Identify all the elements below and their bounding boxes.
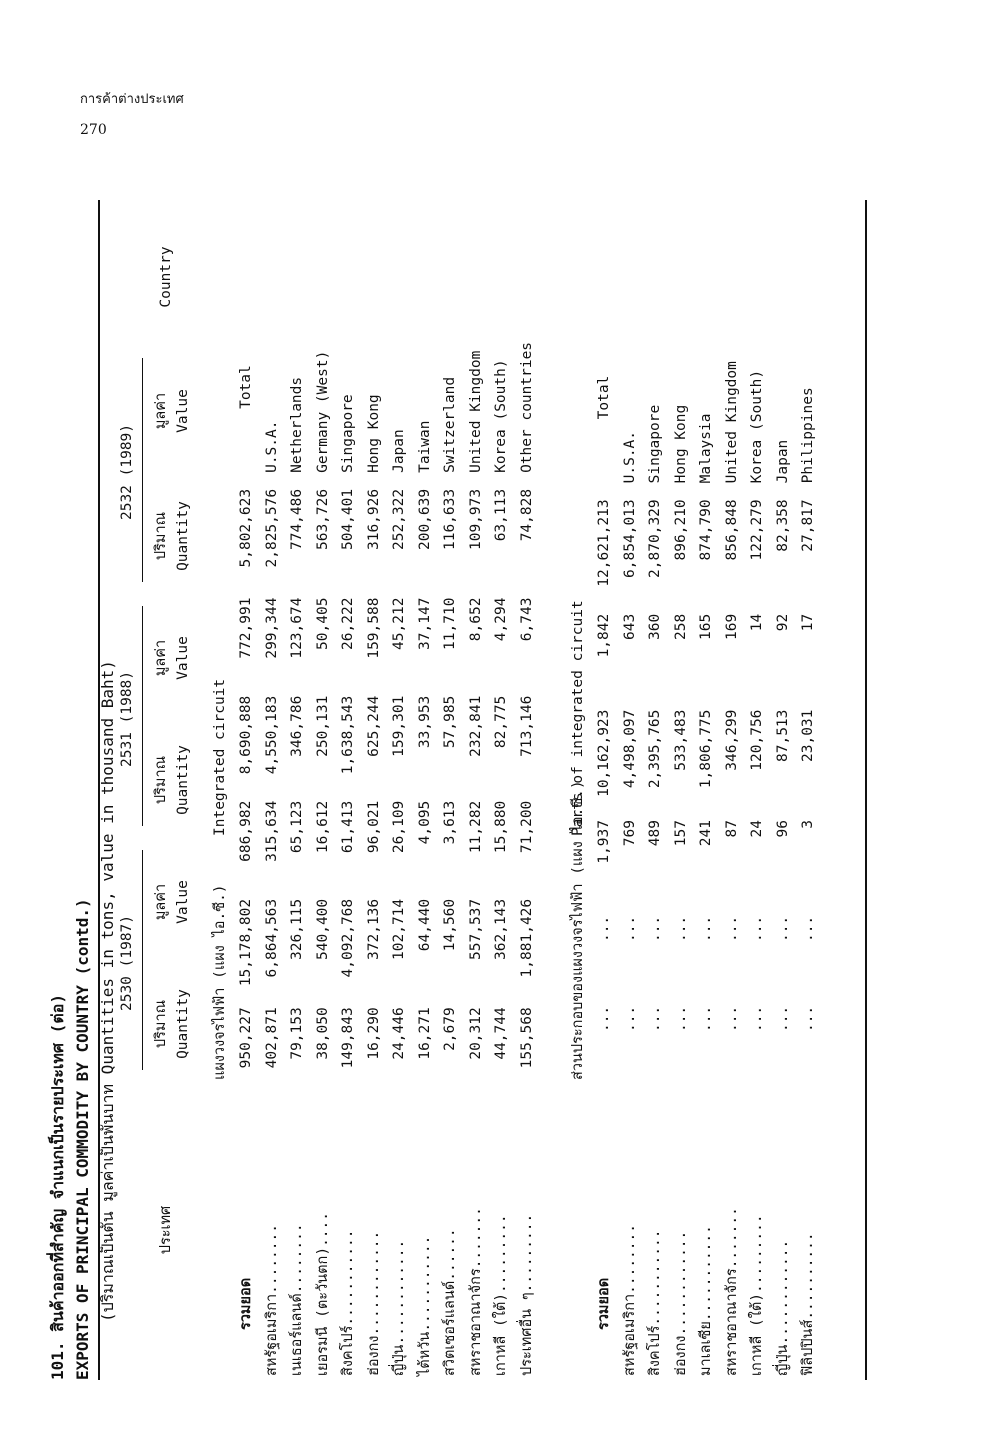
qty-en-label: Quantity (175, 501, 191, 571)
val-header-1988 (150, 602, 194, 714)
data-table-parts (592, 200, 822, 1380)
qty-1988-cell: 1,937 (596, 820, 612, 864)
value-1989-cell: 27,817 (800, 499, 816, 552)
qty-header-1988 (150, 724, 194, 836)
country-en-header: Country (158, 246, 174, 308)
qty-1989-cell: 4,294 (493, 597, 509, 642)
qty-1988-cell: 65,123 (289, 800, 305, 854)
qty-thai-label: ปริมาณ (153, 999, 169, 1049)
country-en-cell: Japan (391, 429, 407, 473)
val-en-label: Value (175, 636, 191, 680)
spacer-cell (745, 999, 771, 1006)
country-en-cell: U.S.A. (621, 430, 638, 484)
spacer-cell (618, 909, 644, 916)
value-1987-cell: ... (647, 915, 663, 943)
qty-1987-cell: 155,568 (518, 1007, 535, 1069)
qty-1989-cell: 169 (723, 613, 740, 640)
table-row (362, 200, 388, 1380)
qty-1989-cell: 6,743 (518, 597, 535, 642)
value-1988-cell: 8,690,888 (238, 695, 254, 775)
spacer-cell (643, 813, 669, 820)
value-1987-cell: ... (621, 915, 638, 943)
qty-1987-cell: ... (723, 1005, 740, 1033)
qty-1989-cell: 165 (698, 613, 714, 640)
page-number: 270 (80, 122, 107, 138)
country-en-cell: Japan (774, 439, 791, 484)
qty-1987-cell: ... (800, 1005, 816, 1033)
spacer-cell (720, 909, 746, 916)
qty-1987-cell: ... (647, 1005, 663, 1033)
country-thai-cell: ประเทศอื่น ๆ......... (518, 1213, 535, 1376)
country-thai-header: ประเทศ (158, 1205, 174, 1255)
country-thai-cell: สิงคโปร์........... (647, 1229, 663, 1376)
country-thai-cell: สวิตเซอร์แลนด์...... (442, 1228, 458, 1376)
spacer-cell (643, 999, 669, 1006)
country-en-cell: United Kingdom (723, 361, 740, 484)
spacer-cell (745, 813, 771, 820)
value-1987-cell: 540,400 (314, 898, 331, 960)
qty-1989-cell: 1,842 (596, 613, 612, 658)
value-1987-cell: 14,560 (442, 898, 458, 952)
table-row (745, 200, 771, 1380)
country-en-cell: Switzerland (442, 376, 458, 473)
section-label-thai: ส่วนประกอบของแผงวงจรไฟฟ้า (แผง ไอ.ซี.) (570, 780, 586, 1080)
val-thai-label: มูลค่า (153, 639, 169, 677)
country-thai-cell: เยอรมนี (ตะวันตก).... (314, 1212, 331, 1376)
qty-1989-cell: 45,212 (391, 597, 407, 650)
country-en-cell: Korea (South) (749, 369, 765, 484)
qty-1987-cell: ... (698, 1005, 714, 1033)
value-1989-cell: 6,854,013 (621, 499, 638, 578)
spacer-cell (796, 703, 822, 710)
qty-1989-cell: 50,405 (314, 597, 331, 650)
value-1989-cell: 5,802,623 (238, 488, 254, 568)
table-row (669, 200, 695, 1380)
qty-1988-cell: 315,634 (263, 800, 280, 862)
qty-1989-cell: 360 (647, 613, 663, 640)
value-1988-cell: 33,953 (416, 695, 433, 749)
value-1988-cell: 533,483 (672, 709, 689, 771)
spacer-cell (745, 703, 771, 710)
spacer-cell (796, 909, 822, 916)
section-header: การค้าต่างประเทศ (80, 92, 184, 107)
spacer-cell (592, 703, 618, 710)
value-1987-cell: ... (596, 915, 612, 943)
qty-1987-cell: 44,744 (493, 1007, 509, 1060)
value-1987-cell: 557,537 (467, 898, 484, 960)
section-label-english: Integrated circuit (212, 678, 228, 836)
val-thai-label: มูลค่า (153, 392, 169, 430)
subrule-1988 (142, 606, 143, 826)
section-label-thai: แผงวงจรไฟฟ้า (แผง ไอ.ซี.) (212, 884, 228, 1080)
qty-thai-label: ปริมาณ (153, 755, 169, 805)
value-1987-cell: 1,881,426 (518, 898, 535, 978)
table-row (234, 200, 260, 1380)
qty-1989-cell: 37,147 (416, 597, 433, 650)
country-thai-cell: รวมยอด (238, 1277, 254, 1330)
qty-1989-cell: 299,344 (263, 597, 280, 659)
country-en-cell: Netherlands (289, 376, 305, 473)
qty-1988-cell: 24 (749, 820, 765, 838)
subrule-1989 (142, 358, 143, 582)
spacer-cell (796, 813, 822, 820)
qty-1989-cell: 11,710 (442, 597, 458, 650)
qty-thai-label: ปริมาณ (153, 511, 169, 561)
country-thai-cell: ญี่ปุ่น............ (391, 1239, 407, 1376)
value-1989-cell: 122,279 (749, 499, 765, 561)
spacer-cell (771, 909, 797, 916)
value-1988-cell: 1,638,543 (340, 695, 356, 775)
country-en-cell: Taiwan (416, 420, 433, 473)
table-row (464, 200, 490, 1380)
spacer-cell (720, 999, 746, 1006)
value-1988-cell: 232,841 (467, 695, 484, 757)
year-1987: 2530 (1987) (119, 914, 135, 1012)
spacer-cell (771, 703, 797, 710)
value-1988-cell: 10,162,923 (596, 709, 612, 797)
qty-1988-cell: 157 (672, 820, 689, 847)
qty-1987-cell: ... (774, 1005, 791, 1033)
value-1988-cell: 346,299 (723, 709, 740, 771)
table-row (311, 200, 337, 1380)
qty-1989-cell: 26,222 (340, 597, 356, 650)
country-thai-cell: สหรัฐอเมริกา........ (621, 1224, 638, 1376)
country-en-cell: Total (596, 375, 612, 420)
country-en-cell: Singapore (647, 404, 663, 484)
value-1988-cell: 159,301 (391, 695, 407, 757)
spacer-cell (592, 909, 618, 916)
value-1987-cell: 4,092,768 (340, 898, 356, 978)
table-row (771, 200, 797, 1380)
spacer-cell (694, 813, 720, 820)
value-1989-cell: 116,633 (442, 488, 458, 551)
spacer-cell (771, 813, 797, 820)
spacer-cell (720, 813, 746, 820)
qty-1987-cell: ... (621, 1005, 638, 1033)
table-row (796, 200, 822, 1380)
country-en-cell: Germany (West) (314, 350, 331, 473)
qty-1988-cell: 16,612 (314, 800, 331, 854)
qty-1988-cell: 4,095 (416, 800, 433, 845)
qty-1987-cell: 402,871 (263, 1007, 280, 1069)
value-1989-cell: 74,828 (518, 488, 535, 542)
qty-1987-cell: 20,312 (467, 1007, 484, 1060)
value-1988-cell: 713,146 (518, 695, 535, 757)
value-1987-cell: 372,136 (365, 898, 382, 960)
spacer-cell (669, 999, 695, 1006)
qty-1988-cell: 71,200 (518, 800, 535, 854)
value-1989-cell: 856,848 (723, 499, 740, 561)
spacer-cell (771, 607, 797, 614)
country-en-cell: Total (238, 365, 254, 409)
value-1987-cell: 15,178,802 (238, 898, 254, 987)
qty-1987-cell: ... (596, 1005, 612, 1033)
table-row (643, 200, 669, 1380)
country-en-cell: Hong Kong (365, 394, 382, 473)
qty-1987-cell: 38,050 (314, 1007, 331, 1060)
country-en-cell: U.S.A. (263, 420, 280, 473)
country-thai-cell: ไต้หวัน........... (416, 1235, 433, 1376)
qty-1989-cell: 772,991 (238, 597, 254, 659)
qty-1989-cell: 8,652 (467, 597, 484, 642)
section-label-english: Parts of integrated circuit (570, 600, 586, 836)
spacer-cell (618, 999, 644, 1006)
spacer-cell (694, 909, 720, 916)
subrule-1987 (142, 850, 143, 1070)
country-thai-cell: สิงคโปร์........... (340, 1229, 356, 1376)
table-row (694, 200, 720, 1380)
data-table-integrated-circuit (234, 200, 540, 1380)
qty-1988-cell: 769 (621, 820, 638, 847)
value-1988-cell: 87,513 (774, 709, 791, 762)
qty-en-label: Quantity (175, 745, 191, 815)
qty-1989-cell: 17 (800, 613, 816, 632)
qty-1989-cell: 159,588 (365, 597, 382, 659)
spacer-cell (669, 909, 695, 916)
qty-1988-cell: 96,021 (365, 800, 382, 854)
qty-1987-cell: 950,227 (238, 1007, 254, 1069)
country-en-cell: Malaysia (698, 413, 714, 484)
value-1987-cell: 6,864,563 (263, 898, 280, 978)
table-row (285, 200, 311, 1380)
spacer-cell (618, 813, 644, 820)
year-1988: 2531 (1988) (119, 670, 135, 768)
spacer-cell (694, 703, 720, 710)
qty-1989-cell: 643 (621, 613, 638, 640)
val-header-1987 (150, 846, 194, 958)
country-thai-cell: ฮ่องกง............ (672, 1230, 689, 1376)
rotated-table (48, 200, 950, 1380)
country-thai-cell: ฟิลิปปินส์.......... (800, 1232, 816, 1376)
country-en-cell: Singapore (340, 394, 356, 473)
spacer-cell (592, 607, 618, 614)
value-1988-cell: 346,786 (289, 695, 305, 757)
table-row (336, 200, 362, 1380)
value-1989-cell: 774,486 (289, 488, 305, 551)
val-thai-label: มูลค่า (153, 883, 169, 921)
country-thai-cell: สหรัฐอเมริกา........ (263, 1224, 280, 1376)
qty-1989-cell: 14 (749, 613, 765, 632)
qty-header-1987 (150, 968, 194, 1080)
value-1988-cell: 23,031 (800, 709, 816, 762)
qty-1988-cell: 15,880 (493, 800, 509, 854)
spacer-cell (643, 607, 669, 614)
qty-1987-cell: 16,290 (365, 1007, 382, 1060)
table-row (413, 200, 439, 1380)
country-en-cell: Other countries (518, 341, 535, 473)
value-1989-cell: 504,401 (340, 488, 356, 551)
value-1989-cell: 82,358 (774, 499, 791, 552)
value-1989-cell: 200,639 (416, 488, 433, 551)
spacer-cell (796, 607, 822, 614)
spacer-cell (720, 703, 746, 710)
val-en-label: Value (175, 389, 191, 433)
table-row (515, 200, 541, 1380)
qty-1988-cell: 489 (647, 820, 663, 847)
qty-1987-cell: 24,446 (391, 1007, 407, 1060)
value-1987-cell: ... (749, 915, 765, 943)
table-row (387, 200, 413, 1380)
value-1988-cell: 82,775 (493, 695, 509, 749)
qty-1987-cell: 79,153 (289, 1007, 305, 1060)
country-en-cell: Korea (South) (493, 359, 509, 473)
value-1988-cell: 57,985 (442, 695, 458, 749)
value-1987-cell: ... (774, 915, 791, 943)
spacer-cell (592, 813, 618, 820)
country-thai-cell: เกาหลี (ใต้)......... (493, 1214, 509, 1376)
table-row (489, 200, 515, 1380)
qty-1987-cell: ... (749, 1005, 765, 1033)
value-1987-cell: ... (723, 915, 740, 943)
value-1989-cell: 874,790 (698, 499, 714, 561)
qty-1987-cell: ... (672, 1005, 689, 1033)
table-row (592, 200, 618, 1380)
year-1989: 2532 (1989) (119, 423, 135, 521)
spacer-cell (669, 703, 695, 710)
value-1989-cell: 316,926 (365, 488, 382, 551)
value-1988-cell: 4,498,097 (621, 709, 638, 789)
val-en-label: Value (175, 880, 191, 924)
qty-1988-cell: 11,282 (467, 800, 484, 854)
qty-1987-cell: 149,843 (340, 1007, 356, 1069)
qty-1988-cell: 686,982 (238, 800, 254, 862)
value-1988-cell: 2,395,765 (647, 709, 663, 789)
title-thai: 101. สินค้าออกที่สำคัญ จำแนกเป็นรายประเทศ (ต่อ) (48, 994, 67, 1380)
spacer-cell (745, 607, 771, 614)
value-1989-cell: 12,621,213 (596, 499, 612, 587)
qty-1989-cell: 258 (672, 613, 689, 640)
spacer-cell (592, 999, 618, 1006)
value-1989-cell: 252,322 (391, 488, 407, 551)
value-1987-cell: 64,440 (416, 898, 433, 952)
value-1987-cell: 102,714 (391, 898, 407, 960)
value-1989-cell: 2,825,576 (263, 488, 280, 568)
spacer-cell (694, 607, 720, 614)
spacer-cell (745, 909, 771, 916)
country-en-cell: Philippines (800, 387, 816, 484)
qty-1989-cell: 92 (774, 613, 791, 632)
value-1988-cell: 4,550,183 (263, 695, 280, 775)
value-1988-cell: 120,756 (749, 709, 765, 771)
qty-1988-cell: 26,109 (391, 800, 407, 854)
qty-1988-cell: 87 (723, 820, 740, 838)
table-row (618, 200, 644, 1380)
value-1989-cell: 2,870,329 (647, 499, 663, 578)
value-1989-cell: 63,113 (493, 488, 509, 542)
spacer-cell (771, 999, 797, 1006)
qty-1988-cell: 3,613 (442, 800, 458, 845)
title-units: (ปริมาณเป็นตัน มูลค่าเป็นพันบาท Quantities in tons, value in thousand Baht) (98, 660, 117, 1322)
value-1987-cell: 326,115 (289, 898, 305, 960)
country-thai-cell: ฮ่องกง............ (365, 1230, 382, 1376)
value-1987-cell: ... (800, 915, 816, 943)
qty-1988-cell: 3 (800, 820, 816, 829)
value-1989-cell: 896,210 (672, 499, 689, 561)
spacer-cell (618, 607, 644, 614)
spacer-cell (643, 703, 669, 710)
table-row (720, 200, 746, 1380)
table-row (438, 200, 464, 1380)
qty-1988-cell: 96 (774, 820, 791, 838)
value-1987-cell: ... (672, 915, 689, 943)
country-en-cell: Hong Kong (672, 404, 689, 484)
value-1987-cell: 362,143 (493, 898, 509, 960)
value-1989-cell: 563,726 (314, 488, 331, 551)
country-thai-cell: รวมยอด (596, 1277, 612, 1330)
top-rule (98, 200, 100, 1380)
qty-1988-cell: 61,413 (340, 800, 356, 854)
qty-1988-cell: 241 (698, 820, 714, 847)
value-1988-cell: 250,131 (314, 695, 331, 757)
country-thai-cell: เกาหลี (ใต้)......... (749, 1214, 765, 1376)
qty-1987-cell: 16,271 (416, 1007, 433, 1060)
country-thai-cell: สหราชอาณาจักร....... (467, 1207, 484, 1376)
qty-en-label: Quantity (175, 989, 191, 1059)
value-1989-cell: 109,973 (467, 488, 484, 551)
qty-1989-cell: 123,674 (289, 597, 305, 659)
val-header-1989 (150, 352, 194, 470)
country-en-cell: United Kingdom (467, 350, 484, 473)
country-thai-cell: มาเลเซีย........... (698, 1225, 714, 1376)
table-row (260, 200, 286, 1380)
spacer-cell (694, 999, 720, 1006)
bottom-rule (865, 200, 867, 1380)
country-thai-cell: ญี่ปุ่น............ (774, 1239, 791, 1376)
qty-header-1989 (150, 480, 194, 592)
spacer-cell (618, 703, 644, 710)
country-thai-cell: สหราชอาณาจักร....... (723, 1207, 740, 1376)
spacer-cell (669, 607, 695, 614)
qty-1987-cell: 2,679 (442, 1007, 458, 1051)
value-1988-cell: 625,244 (365, 695, 382, 757)
value-1988-cell: 1,806,775 (698, 709, 714, 789)
spacer-cell (796, 999, 822, 1006)
spacer-cell (643, 909, 669, 916)
country-thai-cell: เนเธอร์แลนด์........ (289, 1223, 305, 1376)
spacer-cell (669, 813, 695, 820)
table-title (45, 200, 120, 1380)
value-1987-cell: ... (698, 915, 714, 943)
spacer-cell (720, 607, 746, 614)
title-english: EXPORTS OF PRINCIPAL COMMODITY BY COUNTRY (contd.) (73, 898, 92, 1380)
